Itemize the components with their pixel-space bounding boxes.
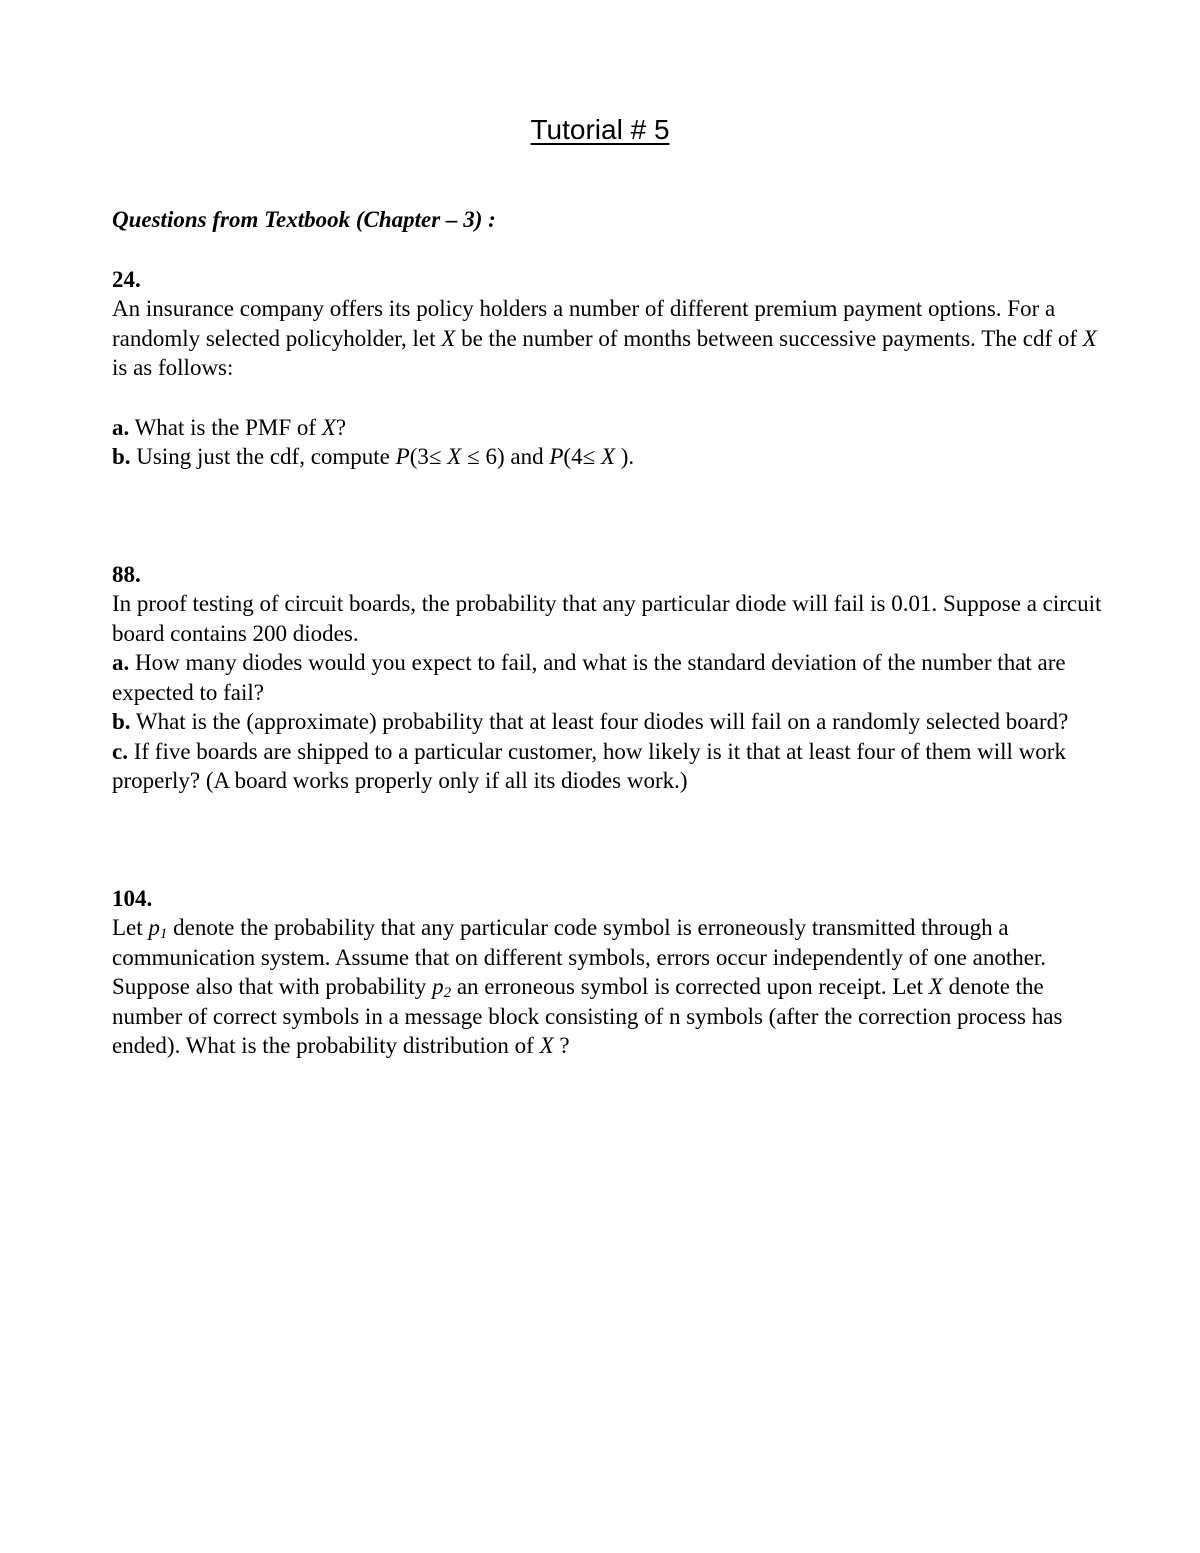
text-run: ? bbox=[335, 414, 347, 440]
variable-x: X bbox=[447, 444, 462, 469]
text-run: denote the probability that any particular code symbol is erroneously transmitted through a communication system. Assume that on different symbols, errors occur independently of one another. Suppose also that with probability bbox=[112, 915, 1047, 999]
question-text bbox=[112, 913, 1102, 1061]
variable-base: p bbox=[432, 974, 444, 999]
subquestion-c bbox=[112, 737, 1102, 796]
question-text: In proof testing of circuit boards, the probability that any particular diode will fail is 0.01. Suppose a circuit board contains 200 diodes. bbox=[112, 591, 1102, 646]
variable-p: P bbox=[549, 444, 564, 469]
question-number: 24. bbox=[112, 266, 141, 292]
text-run: An insurance company offers its policy holders a number of different premium payment options. For a randomly selected policyholder, let bbox=[112, 296, 1056, 351]
document-body bbox=[112, 205, 1102, 1061]
subquestion-b bbox=[112, 442, 1102, 472]
variable-x: X bbox=[539, 1033, 554, 1058]
subquestion-label: b. bbox=[112, 444, 131, 469]
subquestion-a bbox=[112, 648, 1102, 707]
variable-p: P bbox=[395, 444, 410, 469]
subquestion-label: a. bbox=[112, 650, 130, 675]
text-run: Let bbox=[112, 915, 149, 940]
subquestion-label: c. bbox=[112, 738, 128, 764]
variable-x: X bbox=[928, 974, 943, 999]
question-88 bbox=[112, 560, 1102, 796]
section-subheading: Questions from Textbook (Chapter – 3) : bbox=[112, 207, 496, 232]
text-run: Using just the cdf, compute bbox=[130, 444, 396, 469]
text-run: an erroneous symbol is corrected upon receipt. Let bbox=[451, 974, 929, 999]
text-run: ). bbox=[615, 444, 635, 469]
variable-subscript: 2 bbox=[443, 985, 452, 1001]
variable-p1 bbox=[148, 915, 167, 940]
text-run: How many diodes would you expect to fail, and what is the standard deviation of the number that are expected to fail? bbox=[112, 650, 1066, 705]
variable-base: p bbox=[148, 915, 160, 940]
text-run: ? bbox=[553, 1033, 570, 1058]
text-run: and bbox=[504, 444, 550, 469]
text-run: (3≤ bbox=[409, 444, 448, 469]
subquestion-b bbox=[112, 707, 1102, 737]
text-run: be the number of months between successive payments. The cdf of bbox=[455, 325, 1083, 351]
subquestion-label: b. bbox=[112, 709, 131, 734]
question-104 bbox=[112, 884, 1102, 1061]
text-run: is as follows: bbox=[112, 355, 234, 380]
page-title: Tutorial # 5 bbox=[530, 114, 670, 145]
subquestion-a bbox=[112, 413, 1102, 443]
text-run: (4≤ bbox=[563, 444, 601, 469]
subquestion-label: a. bbox=[112, 414, 130, 440]
variable-x: X bbox=[441, 325, 456, 351]
question-number: 104. bbox=[112, 885, 153, 911]
text-run: If five boards are shipped to a particular customer, how likely is it that at least four of them will work properly? (A board works properly only if all its diodes work.) bbox=[112, 738, 1066, 793]
variable-p2 bbox=[432, 974, 451, 999]
variable-x: X bbox=[600, 444, 616, 469]
question-number: 88. bbox=[112, 561, 141, 587]
question-24 bbox=[112, 265, 1102, 472]
variable-subscript: 1 bbox=[159, 926, 168, 942]
question-text bbox=[112, 294, 1102, 383]
variable-x: X bbox=[1082, 325, 1097, 351]
text-run: What is the PMF of bbox=[129, 414, 322, 440]
text-run: What is the (approximate) probability that at least four diodes will fail on a randomly selected board? bbox=[130, 709, 1069, 734]
variable-x: X bbox=[321, 414, 336, 440]
text-run: denote the number of correct symbols in a message block consisting of n symbols (after the correction process has ended). What is the probability distribution of bbox=[112, 974, 1063, 1058]
text-run: ≤ 6) bbox=[461, 444, 505, 469]
